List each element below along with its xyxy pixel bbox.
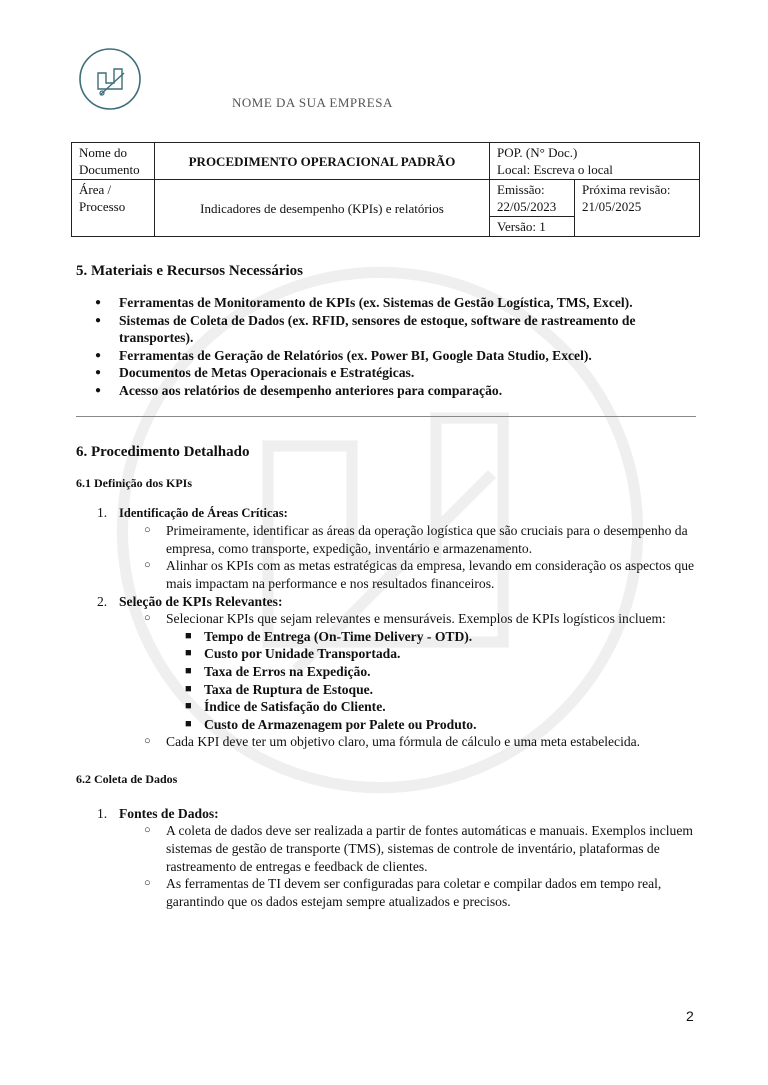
version: Versão: 1	[490, 217, 575, 237]
sub-list-item: ○ Primeiramente, identificar as áreas da operação logística que são cruciais para o desempenho da empresa, como transporte, expedição, inventário e armazenamento.	[122, 522, 696, 557]
item-label: Seleção de KPIs Relevantes:	[119, 593, 283, 609]
emission-cell	[490, 180, 575, 217]
next-review-cell	[575, 180, 700, 237]
kpi-item: ■ Custo de Armazenagem por Palete ou Produto.	[160, 716, 696, 734]
item-label: Identificação de Áreas Críticas:	[119, 505, 288, 520]
list-item	[76, 805, 696, 911]
list-item: ● Sistemas de Coleta de Dados (ex. RFID, sensores de estoque, software de rastreamento de transportes).	[76, 312, 696, 347]
company-logo	[78, 47, 142, 111]
item-number: 1.	[97, 805, 108, 821]
page-number: 2	[686, 1008, 694, 1024]
pop-number: POP. (N° Doc.)	[497, 145, 578, 160]
item-label: Fontes de Dados:	[119, 805, 219, 821]
item-number: 1.	[97, 504, 108, 520]
sub-list	[165, 822, 696, 910]
sub-list-item: ○ Alinhar os KPIs com as metas estratégicas da empresa, levando em consideração os aspectos que mais impactam na performance e nos resultados financeiros.	[122, 557, 696, 592]
section6-title: 6. Procedimento Detalhado	[76, 443, 250, 460]
sub-list-item	[122, 610, 696, 733]
sub-list-item: ○ Cada KPI deve ter um objetivo claro, uma fórmula de cálculo e uma meta estabelecida.	[122, 733, 696, 751]
section62-title: 6.2 Coleta de Dados	[76, 771, 178, 786]
document-header-table	[71, 142, 700, 237]
sub-list-item: ○ As ferramentas de TI devem ser configuradas para coletar e compilar dados em tempo real, garantindo que os dados estejam sempre atualizados e precisos.	[122, 875, 696, 910]
section61-title: 6.1 Definição dos KPIs	[76, 475, 193, 490]
doc-title: PROCEDIMENTO OPERACIONAL PADRÃO	[155, 143, 490, 180]
list-item: ● Ferramentas de Monitoramento de KPIs (ex. Sistemas de Gestão Logística, TMS, Excel).	[76, 294, 696, 312]
section61-list	[76, 504, 696, 751]
company-name: NOME DA SUA EMPRESA	[232, 95, 393, 110]
area-label: Área / Processo	[72, 180, 155, 237]
kpi-item: ■ Tempo de Entrega (On-Time Delivery - OTD).	[160, 628, 696, 646]
doc-name-label: Nome do Documento	[72, 143, 155, 180]
section-divider	[76, 416, 696, 417]
sub-list-text: Selecionar KPIs que sejam relevantes e mensuráveis. Exemplos de KPIs logísticos incluem:	[166, 611, 666, 627]
section5-list	[76, 294, 696, 400]
section5-title: 5. Materiais e Recursos Necessários	[76, 263, 304, 279]
item-number: 2.	[97, 593, 108, 609]
kpi-item: ■ Índice de Satisfação do Cliente.	[160, 698, 696, 716]
sub-list	[165, 610, 696, 751]
list-item	[76, 504, 696, 593]
list-item	[76, 593, 696, 751]
list-item: ● Acesso aos relatórios de desempenho anteriores para comparação.	[76, 382, 696, 400]
kpi-list	[166, 628, 696, 734]
area-value: Indicadores de desempenho (KPIs) e relatórios	[155, 180, 490, 237]
kpi-item: ■ Taxa de Ruptura de Estoque.	[160, 681, 696, 699]
page-content	[76, 262, 696, 910]
next-review-label: Próxima revisão:	[582, 182, 671, 197]
next-review-date: 21/05/2025	[582, 199, 642, 214]
list-item: ● Documentos de Metas Operacionais e Estratégicas.	[76, 364, 696, 382]
list-item: ● Ferramentas de Geração de Relatórios (ex. Power BI, Google Data Studio, Excel).	[76, 347, 696, 365]
emission-label: Emissão:	[497, 182, 545, 197]
emission-date: 22/05/2023	[497, 199, 557, 214]
sub-list-item: ○ A coleta de dados deve ser realizada a partir de fontes automáticas e manuais. Exemplos incluem sistemas de gestão de transporte (TMS), sistemas de controle de inventário, plataformas de rastreamento de entregas e feedback de clientes.	[122, 822, 696, 875]
kpi-item: ■ Custo por Unidade Transportada.	[160, 645, 696, 663]
location: Local: Escreva o local	[497, 162, 613, 177]
kpi-item: ■ Taxa de Erros na Expedição.	[160, 663, 696, 681]
doc-meta-cell	[490, 143, 700, 180]
section62-list	[76, 805, 696, 911]
sub-list	[165, 522, 696, 592]
